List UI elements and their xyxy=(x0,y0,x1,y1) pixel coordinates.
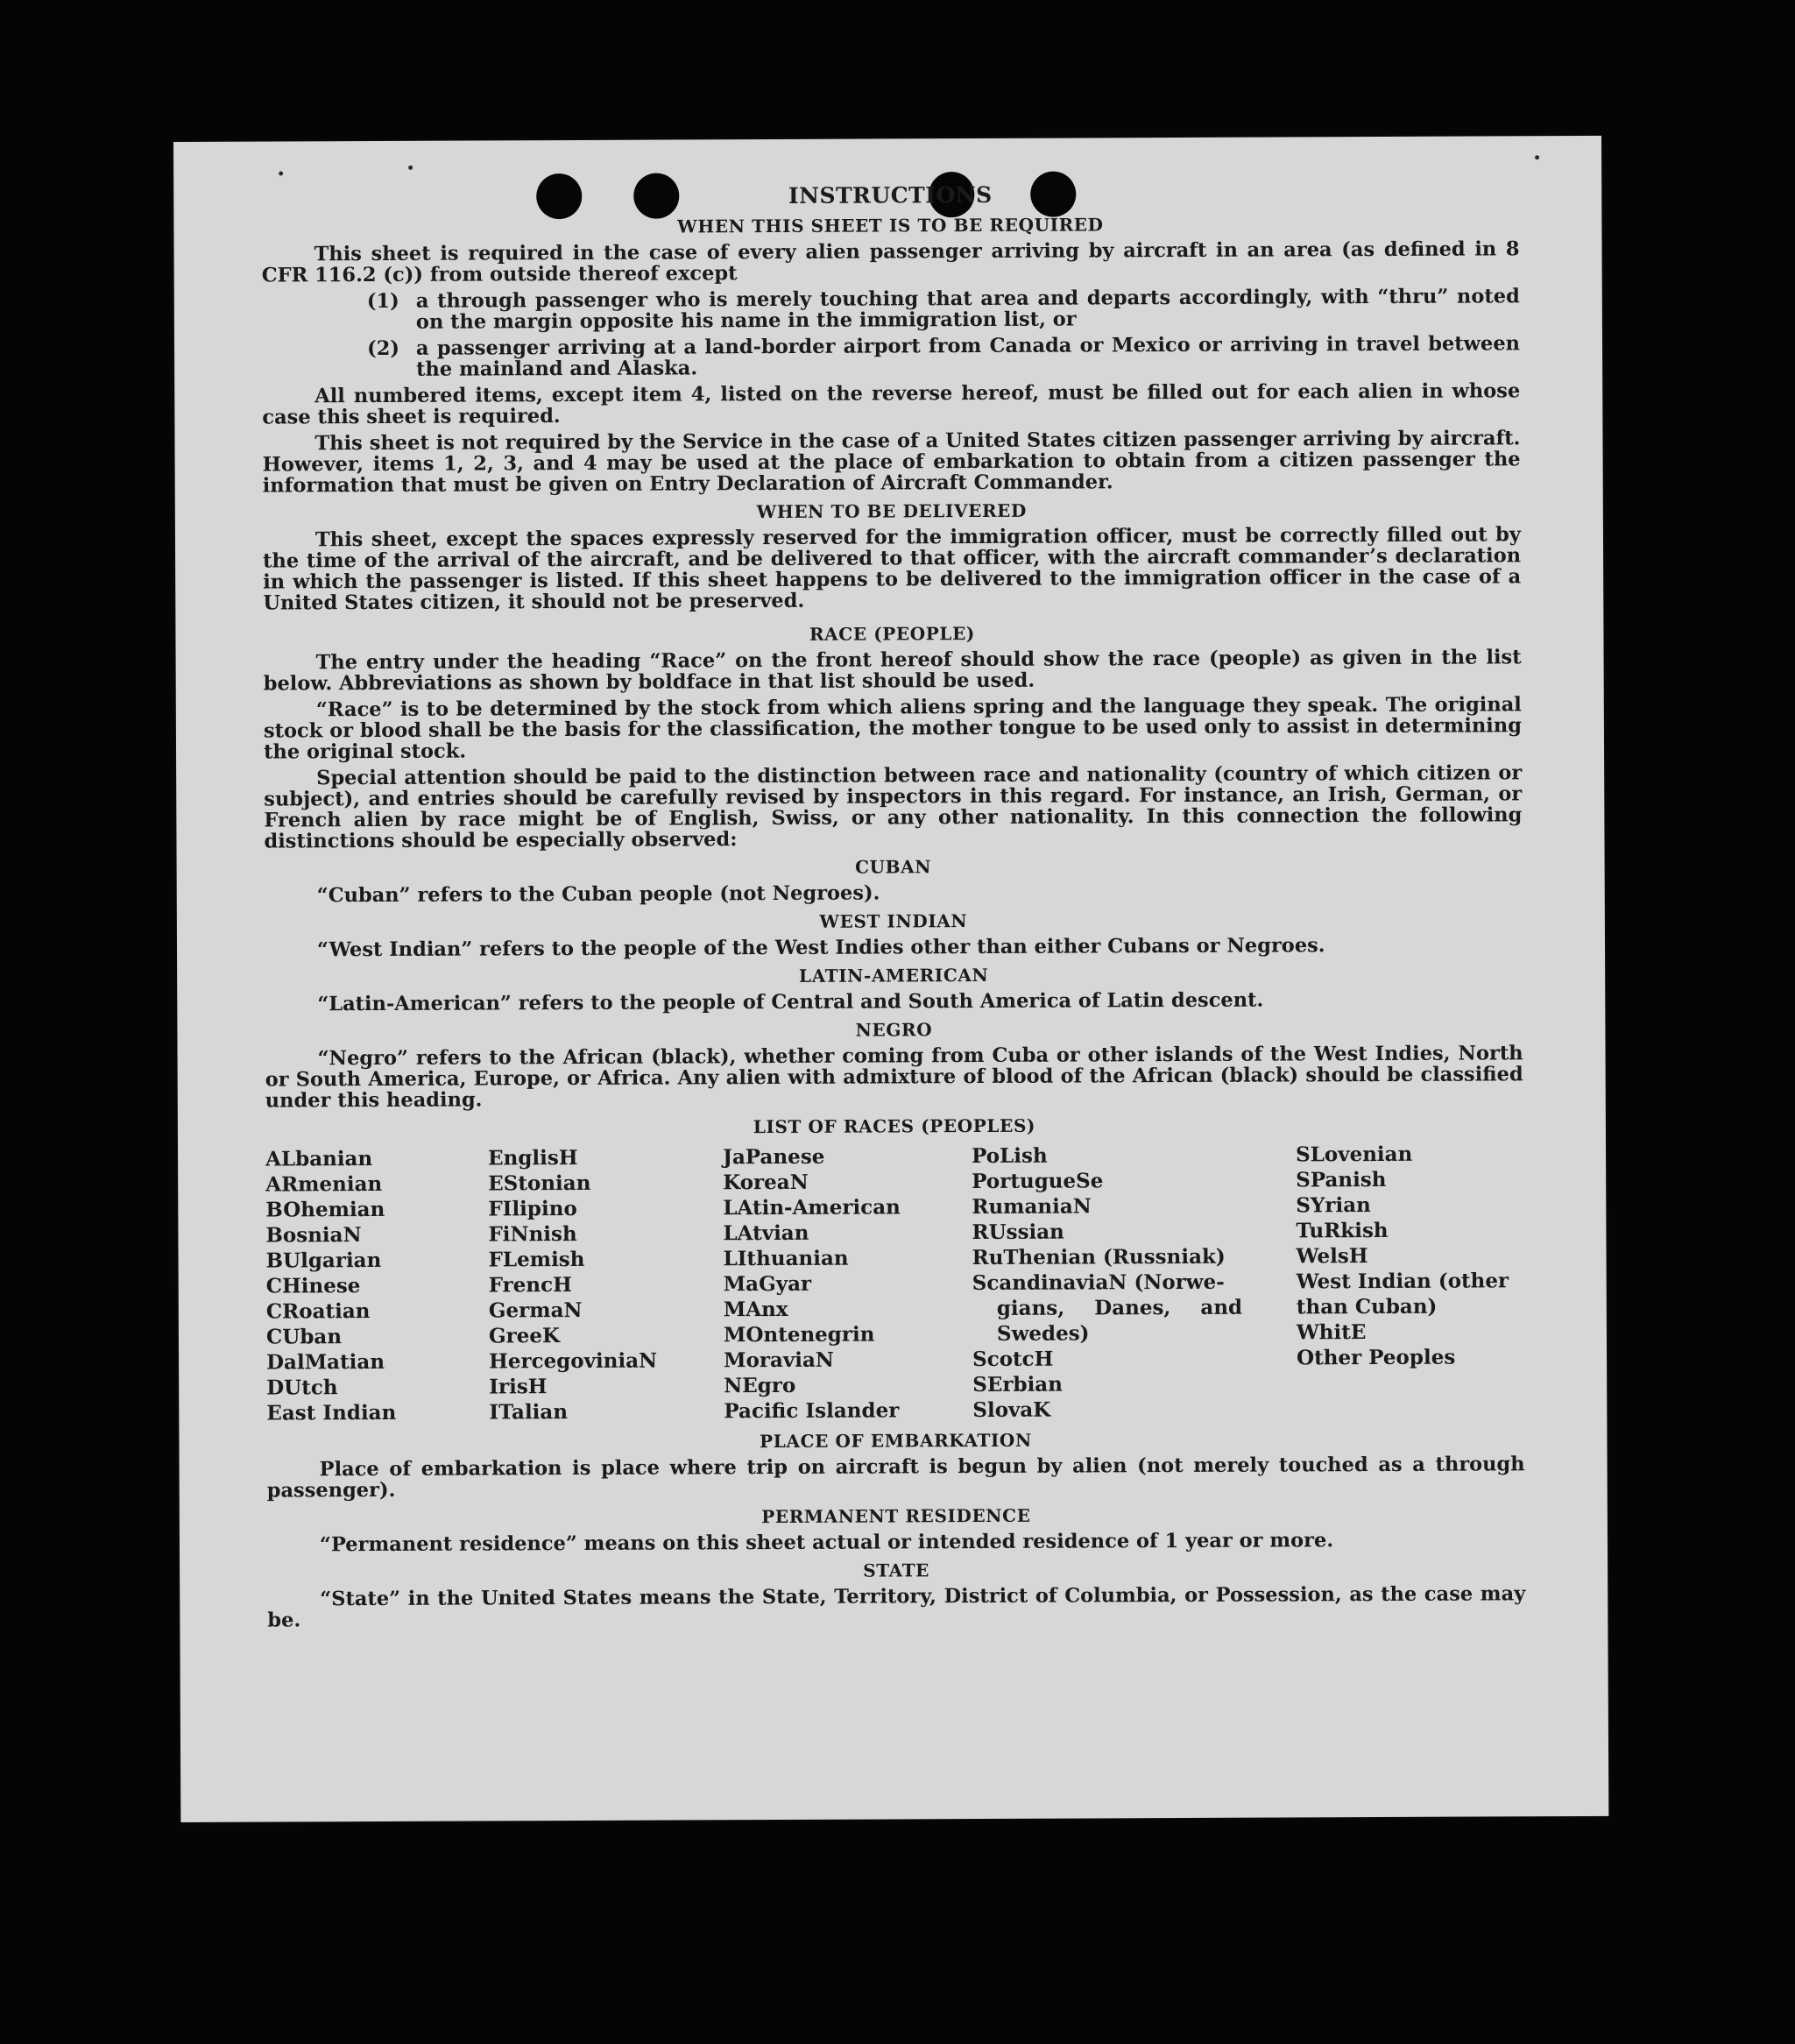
race-paragraph-2: “Race” is to be determined by the stock from which aliens spring and the language they speak. The original stock or blood shall be the basis for the classification, the mother tongue to be used only to assist in determining the original stock. xyxy=(263,693,1522,764)
state-definition: “State” in the United States means the State, Territory, District of Columbia, or Possession, as the case may be. xyxy=(267,1582,1526,1632)
negro-definition: “Negro” refers to the African (black), whether coming from Cuba or other islands of the West Indies, North or South America, Europe, or Africa. Any alien with admixture of blood of the African (black) should be classified under this heading. xyxy=(265,1042,1523,1113)
race-entry: BUlgarian xyxy=(265,1248,382,1273)
race-entry: BosniaN xyxy=(265,1223,362,1248)
race-paragraph-1: The entry under the heading “Race” on the front hereof should show the race (people) as given in the list below. Abbreviations as shown by boldface in that list should be used. xyxy=(263,646,1522,696)
race-entry: gians, Danes, and xyxy=(996,1295,1243,1320)
race-entry: LIthuanian xyxy=(723,1246,849,1271)
section-heading-residence: PERMANENT RESIDENCE xyxy=(761,1504,1031,1528)
race-entry: PortugueSe xyxy=(972,1169,1104,1194)
item-text: a passenger arriving at a land-border airport from Canada or Mexico or arriving in travel between the mainland and Alaska. xyxy=(415,332,1521,381)
race-entry: LAtvian xyxy=(723,1220,809,1246)
section-heading-embarkation: PLACE OF EMBARKATION xyxy=(760,1429,1032,1453)
item-number: (2) xyxy=(366,336,400,361)
residence-definition: “Permanent residence” means on this sheet actual or intended residence of 1 year or more. xyxy=(319,1529,1334,1557)
race-entry: Other Peoples xyxy=(1297,1345,1456,1370)
race-entry: SLovenian xyxy=(1295,1142,1413,1167)
race-entry: NEgro xyxy=(724,1373,796,1398)
race-entry: GermaN xyxy=(488,1298,583,1323)
speck xyxy=(279,171,283,175)
section-heading-required: WHEN THIS SHEET IS TO BE REQUIRED xyxy=(677,214,1104,237)
section-heading-latin-american: LATIN-AMERICAN xyxy=(798,964,989,987)
cuban-definition: “Cuban” refers to the Cuban people (not Negroes). xyxy=(316,881,880,908)
item-number: (1) xyxy=(366,289,399,314)
section-heading-west-indian: WEST INDIAN xyxy=(819,910,968,932)
exception-item xyxy=(262,333,1520,380)
race-entry: RuThenian (Russniak) xyxy=(972,1244,1226,1270)
race-column-1 xyxy=(265,1145,489,1425)
race-entry: MaGyar xyxy=(723,1271,812,1297)
race-entry: DUtch xyxy=(266,1376,338,1400)
race-entry: FIlipino xyxy=(488,1197,577,1221)
race-entry: MOntenegrin xyxy=(723,1322,875,1347)
section-heading-state: STATE xyxy=(863,1560,930,1581)
race-entry: ITalian xyxy=(489,1400,569,1425)
numbered-items-paragraph: All numbered items, except item 4, listed on the reverse hereof, must be filled out for each alien in whose case this sheet is required. xyxy=(262,379,1521,429)
race-paragraph-3: Special attention should be paid to the distinction between race and nationality (country of which citizen or subject), and entries should be carefully revised by inspectors in this regard. For instance, an Irish, German, or French alien by race might be of English, Swiss, or any other nationality. In this connection the following distinctions should be especially observed: xyxy=(264,761,1523,853)
section-heading-race-list: LIST OF RACES (PEOPLES) xyxy=(753,1114,1036,1138)
delivered-paragraph: This sheet, except the spaces expressly reserved for the immigration officer, must be correctly filled out by the time of the arrival of the aircraft, and be delivered to that officer, with the aircraft commander’s declaration in which the passenger is listed. If this sheet happens to be delivered to the immigration officer in the case of a United States citizen, it should not be preserved. xyxy=(263,523,1522,615)
embarkation-definition: Place of embarkation is place where trip on aircraft is begun by alien (not merely touched as a through passenger). xyxy=(266,1453,1525,1503)
race-entry: LAtin-American xyxy=(723,1195,901,1220)
race-list xyxy=(265,1141,1524,1425)
document-sheet xyxy=(173,136,1608,1822)
section-heading-delivered: WHEN TO BE DELIVERED xyxy=(756,499,1027,523)
race-entry: PoLish xyxy=(972,1143,1048,1169)
race-column-4 xyxy=(972,1142,1297,1423)
race-entry: ScandinaviaN (Norwe- xyxy=(972,1270,1225,1296)
race-entry: FiNnish xyxy=(488,1222,577,1247)
race-entry: CUban xyxy=(265,1325,343,1349)
section-heading-negro: NEGRO xyxy=(855,1019,933,1041)
race-entry: West Indian (other xyxy=(1296,1269,1509,1294)
race-entry: ScotcH xyxy=(972,1347,1054,1372)
speck xyxy=(408,166,413,170)
race-entry: MoraviaN xyxy=(724,1347,834,1373)
race-entry: FrencH xyxy=(488,1273,572,1298)
race-entry: TuRkish xyxy=(1296,1218,1389,1243)
required-intro: This sheet is required in the case of every alien passenger arriving by aircraft in an area (as defined in 8 CFR 116.2 (c)) from outside thereof except xyxy=(261,237,1520,287)
race-entry: RumaniaN xyxy=(972,1194,1092,1220)
race-entry: Pacific Islander xyxy=(724,1398,900,1424)
section-heading-cuban: CUBAN xyxy=(855,856,932,878)
speck xyxy=(1535,155,1539,159)
race-entry: FLemish xyxy=(488,1247,585,1272)
citizen-paragraph: This sheet is not required by the Service in the case of a United States citizen passenger arriving by aircraft. However, items 1, 2, 3, and 4 may be used at the place of embarkation to obtain from a citizen passenger the information that must be given on Entry Declaration of Aircraft Commander. xyxy=(262,427,1521,498)
race-entry: IrisH xyxy=(489,1375,548,1399)
race-entry: RUssian xyxy=(972,1220,1064,1245)
race-entry: EStonian xyxy=(488,1171,591,1196)
page-title: INSTRUCTIONS xyxy=(788,181,993,209)
race-entry: DalMatian xyxy=(266,1349,385,1375)
instructions-content xyxy=(261,180,1525,1636)
race-entry: SPanish xyxy=(1296,1167,1387,1192)
race-entry: CRoatian xyxy=(265,1299,371,1324)
race-entry: SErbian xyxy=(972,1372,1063,1397)
race-entry: ARmenian xyxy=(265,1171,383,1197)
race-entry: JaPanese xyxy=(723,1144,825,1170)
race-entry: EnglisH xyxy=(488,1145,578,1171)
race-entry: CHinese xyxy=(265,1274,361,1298)
race-column-2 xyxy=(488,1144,724,1425)
latin-american-definition: “Latin-American” refers to the people of Central and South America of Latin descent. xyxy=(317,988,1264,1016)
race-entry: HercegoviniaN xyxy=(489,1348,658,1374)
section-heading-race: RACE (PEOPLE) xyxy=(809,623,976,645)
race-entry: East Indian xyxy=(266,1400,397,1425)
race-entry: SlovaK xyxy=(972,1397,1051,1423)
race-entry: WhitE xyxy=(1296,1320,1367,1345)
race-entry: BOhemian xyxy=(265,1197,385,1222)
race-entry: WelsH xyxy=(1296,1244,1368,1269)
race-entry: MAnx xyxy=(723,1297,788,1322)
race-entry: KoreaN xyxy=(723,1170,809,1195)
west-indian-definition: “West Indian” refers to the people of the West Indies other than either Cubans or Negroes. xyxy=(316,934,1325,962)
race-entry: than Cuban) xyxy=(1296,1294,1438,1319)
race-column-5 xyxy=(1296,1141,1524,1421)
race-entry: ALbanian xyxy=(265,1147,373,1171)
race-entry: GreeK xyxy=(488,1324,561,1348)
race-entry: Swedes) xyxy=(996,1321,1090,1346)
exception-item xyxy=(262,286,1520,333)
item-text: a through passenger who is merely touching that area and departs accordingly, with “thru” noted on the margin opposite his name in the immigration list, or xyxy=(415,285,1520,334)
race-entry: SYrian xyxy=(1296,1193,1371,1218)
race-column-3 xyxy=(723,1143,972,1424)
